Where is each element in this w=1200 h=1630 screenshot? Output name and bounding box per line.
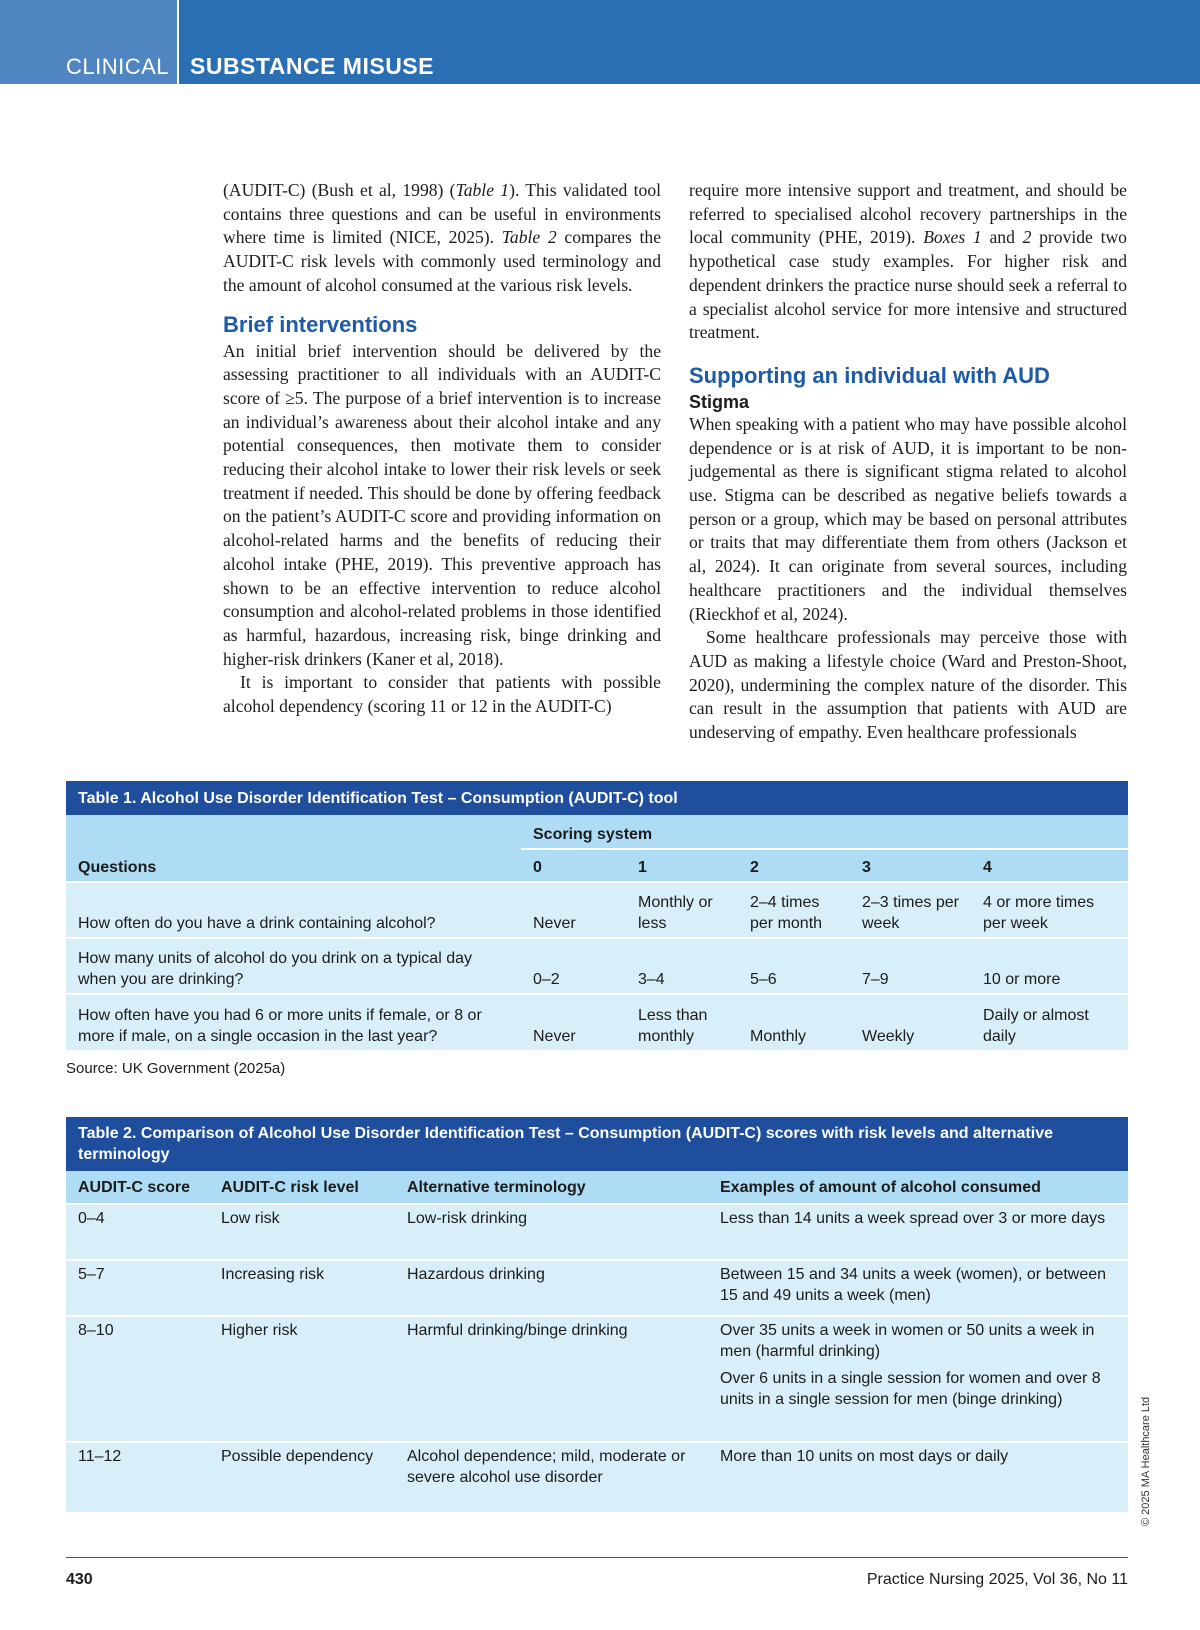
- example-cell: [708, 1316, 1128, 1442]
- questions-header: Questions: [66, 849, 521, 882]
- example-cell: Less than 14 units a week spread over 3 or more days: [708, 1204, 1128, 1260]
- table-1: [66, 781, 1128, 1050]
- example-harmful: Over 35 units a week in women or 50 units a week in men (harmful drinking): [720, 1322, 1095, 1360]
- score-cell: 2–3 times per week: [850, 882, 971, 938]
- table-1-source: Source: UK Government (2025a): [66, 1060, 286, 1077]
- right-paragraph-2: When speaking with a patient who may have possible alcohol dependence or is at risk of AUD, it is important to be non-judgemental as there is significant stigma related to alcohol use. Stigma can be described as negative beliefs towards a person or a group, which may be based on personal attributes or traits that may differentiate them from others (Jackson et al, 2024). It can originate from several sources, including healthcare practitioners and the individual themselves (Rieckhof et al, 2024).: [689, 413, 1127, 624]
- score-cell: 10 or more: [971, 938, 1128, 994]
- score-cell: Monthly or less: [626, 882, 738, 938]
- table-2: [66, 1117, 1128, 1512]
- footer-rule: [66, 1557, 1128, 1558]
- box-2-reference: 2: [1022, 227, 1032, 248]
- score-cell: 5–6: [738, 938, 850, 994]
- score-cell: Weekly: [850, 994, 971, 1050]
- score-header-2: 2: [738, 849, 850, 882]
- risk-level-header: AUDIT-C risk level: [209, 1171, 395, 1204]
- score-header-0: 0: [521, 849, 626, 882]
- table-1-blank-header: [66, 815, 521, 849]
- score-cell: 0–2: [521, 938, 626, 994]
- score-cell: 5–7: [66, 1260, 209, 1316]
- terminology-cell: Low-risk drinking: [395, 1204, 708, 1260]
- copyright-notice: © 2025 MA Healthcare Ltd: [1140, 1396, 1152, 1526]
- risk-level-cell: Higher risk: [209, 1316, 395, 1442]
- risk-level-cell: Low risk: [209, 1204, 395, 1260]
- table-2-row: [66, 1260, 1128, 1316]
- score-cell: 11–12: [66, 1442, 209, 1512]
- score-cell: 8–10: [66, 1316, 209, 1442]
- left-paragraph-3: It is important to consider that patients with possible alcohol dependency (scoring 11 or 12 in the AUDIT-C): [223, 672, 661, 717]
- question-cell: How often have you had 6 or more units if female, or 8 or more if male, on a single occasion in the last year?: [66, 994, 521, 1050]
- header-category: CLINICAL: [66, 54, 170, 79]
- risk-level-cell: Increasing risk: [209, 1260, 395, 1316]
- score-header-3: 3: [850, 849, 971, 882]
- question-cell: How many units of alcohol do you drink on a typical day when you are drinking?: [66, 938, 521, 994]
- table-1-row: [66, 882, 1128, 938]
- left-column: [223, 179, 661, 719]
- terminology-cell: Alcohol dependence; mild, moderate or severe alcohol use disorder: [395, 1442, 708, 1512]
- score-header-1: 1: [626, 849, 738, 882]
- score-cell: Never: [521, 882, 626, 938]
- score-cell: Daily or almost daily: [971, 994, 1128, 1050]
- example-cell: More than 10 units on most days or daily: [708, 1442, 1128, 1512]
- score-cell: 4 or more times per week: [971, 882, 1128, 938]
- score-header-4: 4: [971, 849, 1128, 882]
- right-paragraph-1: require more intensive support and treatment, and should be referred to specialised alcohol recovery partnerships in the local community (PHE, 2019). Boxes 1 and 2 provide two hypothetical case study examples. For higher risk and dependent drinkers the practice nurse should seek a referral to a specialist alcohol service for more intensive and structured treatment.: [689, 180, 1127, 343]
- heading-supporting-individual: Supporting an individual with AUD: [689, 362, 1050, 388]
- table-2-row: [66, 1316, 1128, 1442]
- box-1-reference: Boxes 1: [923, 227, 982, 248]
- heading-brief-interventions: Brief interventions: [223, 311, 418, 337]
- score-cell: Never: [521, 994, 626, 1050]
- table-1-title: Table 1. Alcohol Use Disorder Identification Test – Consumption (AUDIT-C) tool: [66, 781, 1128, 815]
- table-2-row: [66, 1204, 1128, 1260]
- right-paragraph-3: Some healthcare professionals may perceive those with AUD as making a lifestyle choice (Ward and Preston-Shoot, 2020), undermining the complex nature of the disorder. This can result in the assumption that patients with AUD are undeserving of empathy. Even healthcare professionals: [689, 627, 1127, 743]
- left-paragraph-1: (AUDIT-C) (Bush et al, 1998) (Table 1). This validated tool contains three questions and can be useful in environments where time is limited (NICE, 2025). Table 2 compares the AUDIT-C risk levels with commonly used terminology and the amount of alcohol consumed at the various risk levels.: [223, 180, 661, 295]
- example-cell: Between 15 and 34 units a week (women), or between 15 and 49 units a week (men): [708, 1260, 1128, 1316]
- terminology-cell: Harmful drinking/binge drinking: [395, 1316, 708, 1442]
- table-1-row: [66, 938, 1128, 994]
- alternative-terminology-header: Alternative terminology: [395, 1171, 708, 1204]
- right-column: [689, 179, 1127, 745]
- example-binge: Over 6 units in a single session for women and over 8 units in a single session for men (binge drinking): [720, 1370, 1101, 1408]
- score-cell: 2–4 times per month: [738, 882, 850, 938]
- header-divider: [177, 0, 179, 84]
- score-cell: Monthly: [738, 994, 850, 1050]
- score-cell: 7–9: [850, 938, 971, 994]
- left-paragraph-2: An initial brief intervention should be delivered by the assessing practitioner to all individuals with an AUDIT-C score of ≥5. The purpose of a brief intervention is to increase an individual’s awareness about their alcohol intake and any potential consequences, then motivate them to consider reducing their alcohol intake to lower their risk levels or seek treatment if needed. This should be done by offering feedback on the patient’s AUDIT-C score and providing information on alcohol-related harms and the benefits of reducing their alcohol intake (PHE, 2019). This preventive approach has shown to be an effective intervention to reduce alcohol consumption and alcohol-related problems in those identified as harmful, hazardous, increasing risk, binge drinking and higher-risk drinkers (Kaner et al, 2018).: [223, 340, 661, 669]
- table-2-reference: Table 2: [501, 227, 557, 248]
- terminology-cell: Hazardous drinking: [395, 1260, 708, 1316]
- table-2-title: Table 2. Comparison of Alcohol Use Disorder Identification Test – Consumption (AUDIT-C) scores with risk levels and alternative terminology: [66, 1117, 1128, 1171]
- table-2-row: [66, 1442, 1128, 1512]
- scoring-system-header: Scoring system: [521, 815, 1128, 849]
- journal-citation: Practice Nursing 2025, Vol 36, No 11: [866, 1571, 1128, 1588]
- table-1-reference: Table 1: [455, 180, 510, 200]
- score-cell: 3–4: [626, 938, 738, 994]
- question-cell: How often do you have a drink containing alcohol?: [66, 882, 521, 938]
- page-number: 430: [66, 1571, 93, 1588]
- header-section: SUBSTANCE MISUSE: [190, 53, 434, 79]
- score-cell: 0–4: [66, 1204, 209, 1260]
- risk-level-cell: Possible dependency: [209, 1442, 395, 1512]
- audit-c-score-header: AUDIT-C score: [66, 1171, 209, 1204]
- page-header: [0, 0, 1200, 84]
- table-1-row: [66, 994, 1128, 1050]
- subheading-stigma: Stigma: [689, 391, 750, 412]
- score-cell: Less than monthly: [626, 994, 738, 1050]
- alcohol-amount-header: Examples of amount of alcohol consumed: [708, 1171, 1128, 1204]
